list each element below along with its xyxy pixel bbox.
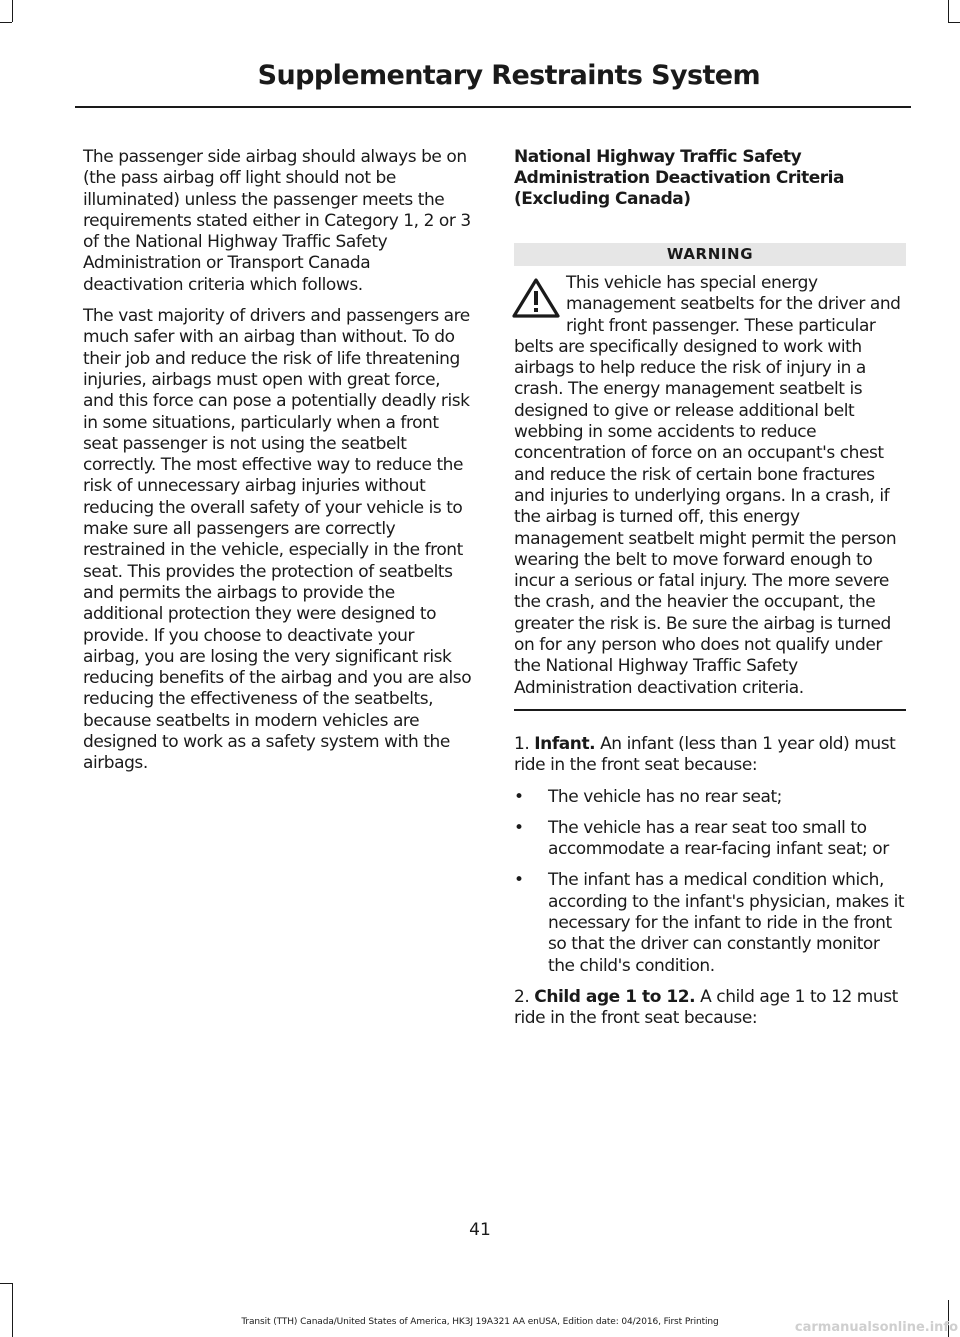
- item-text: A child age 1 to 12 must ride in the front seat because:: [514, 986, 898, 1029]
- warning-box: [514, 243, 906, 711]
- criteria-item-infant: [514, 734, 906, 777]
- crop-mark: [0, 1283, 12, 1284]
- warning-text: This vehicle has special energy management seatbelts for the driver and right front passenger. These particular belts are specifically designed to work with airbags to help reduce the risk of injury in a crash. The energy management seatbelt is designed to give or release additional belt webbing in some accidents to reduce concentration of force on an occupant's chest and reduce the risk of certain bone fractures and injuries to underlying organs. In a crash, if the airbag is turned off, this energy management seatbelt might permit the person wearing the belt to move forward enough to incur a serious or fatal injury. The more severe the crash, and the heavier the occupant, the greater the risk is. Be sure the airbag is turned on for any person who does not qualify under the National Highway Traffic Safety Administration deactivation criteria.: [514, 273, 901, 698]
- page-title: Supplementary Restraints System: [257, 60, 760, 91]
- footer-edition-line: Transit (TTH) Canada/United States of America, HK3J 19A321 AA enUSA, Edition date: 04/2016, First Printing: [241, 1317, 719, 1327]
- section-heading: National Highway Traffic Safety Administration Deactivation Criteria (Excluding Canada): [514, 147, 844, 209]
- item-number: 2.: [514, 986, 530, 1007]
- item-term: Infant.: [534, 733, 596, 754]
- item-text: An infant (less than 1 year old) must ride in the front seat because:: [514, 733, 896, 776]
- warning-divider: [514, 709, 906, 711]
- warning-triangle-icon: [510, 276, 562, 320]
- crop-mark: [12, 0, 13, 22]
- list-item-text: The vehicle has a rear seat too small to accommodate a rear-facing infant seat; or: [548, 817, 889, 860]
- crop-mark: [12, 1283, 13, 1337]
- bullet-mark: •: [514, 817, 524, 838]
- list-item: [514, 787, 906, 808]
- list-item: [514, 818, 906, 861]
- list-item-text: The vehicle has no rear seat;: [548, 786, 782, 807]
- left-column: [83, 147, 475, 785]
- warning-label: WARNING: [514, 243, 906, 266]
- item-term: Child age 1 to 12.: [534, 986, 696, 1007]
- bullet-mark: •: [514, 786, 524, 807]
- header-divider: [75, 106, 911, 108]
- warning-text-block: [514, 273, 906, 699]
- list-item: [514, 870, 906, 976]
- crop-mark: [948, 22, 960, 23]
- watermark: carmanualsonline.info: [794, 1320, 958, 1335]
- right-column: [514, 147, 906, 1040]
- item-number: 1.: [514, 733, 530, 754]
- criteria-item-child: [514, 987, 906, 1030]
- page-number: 41: [469, 1220, 491, 1240]
- body-paragraph: The vast majority of drivers and passengers are much safer with an airbag than without. To do their job and reduce the risk of life threatening injuries, airbags must open with great force, and this force can pose a potentially deadly risk in some situations, particularly when a front seat passenger is not using the seatbelt correctly. The most effective way to reduce the risk of unnecessary airbag injuries without reducing the overall safety of your vehicle is to make sure all passengers are correctly restrained in the vehicle, especially in the front seat. This provides the protection of seatbelts and permits the airbags to provide the additional protection they were designed to provide. If you choose to deactivate your airbag, you are losing the very significant risk reducing benefits of the airbag and you are also reducing the effectiveness of the seatbelts, because seatbelts in modern vehicles are designed to work as a safety system with the airbags.: [83, 306, 472, 774]
- bullet-list: [514, 787, 906, 977]
- body-paragraph: The passenger side airbag should always be on (the pass airbag off light should not be illuminated) unless the passenger meets the requirements stated either in Category 1, 2 or 3 of the National Highway Traffic Safety Administration or Transport Canada deactivation criteria which follows.: [83, 147, 471, 295]
- bullet-mark: •: [514, 870, 524, 891]
- list-item-text: The infant has a medical condition which, according to the infant's physician, makes it necessary for the infant to ride in the front so that the driver can constantly monitor the child's condition.: [548, 870, 905, 976]
- crop-mark: [0, 22, 12, 23]
- crop-mark: [948, 0, 949, 22]
